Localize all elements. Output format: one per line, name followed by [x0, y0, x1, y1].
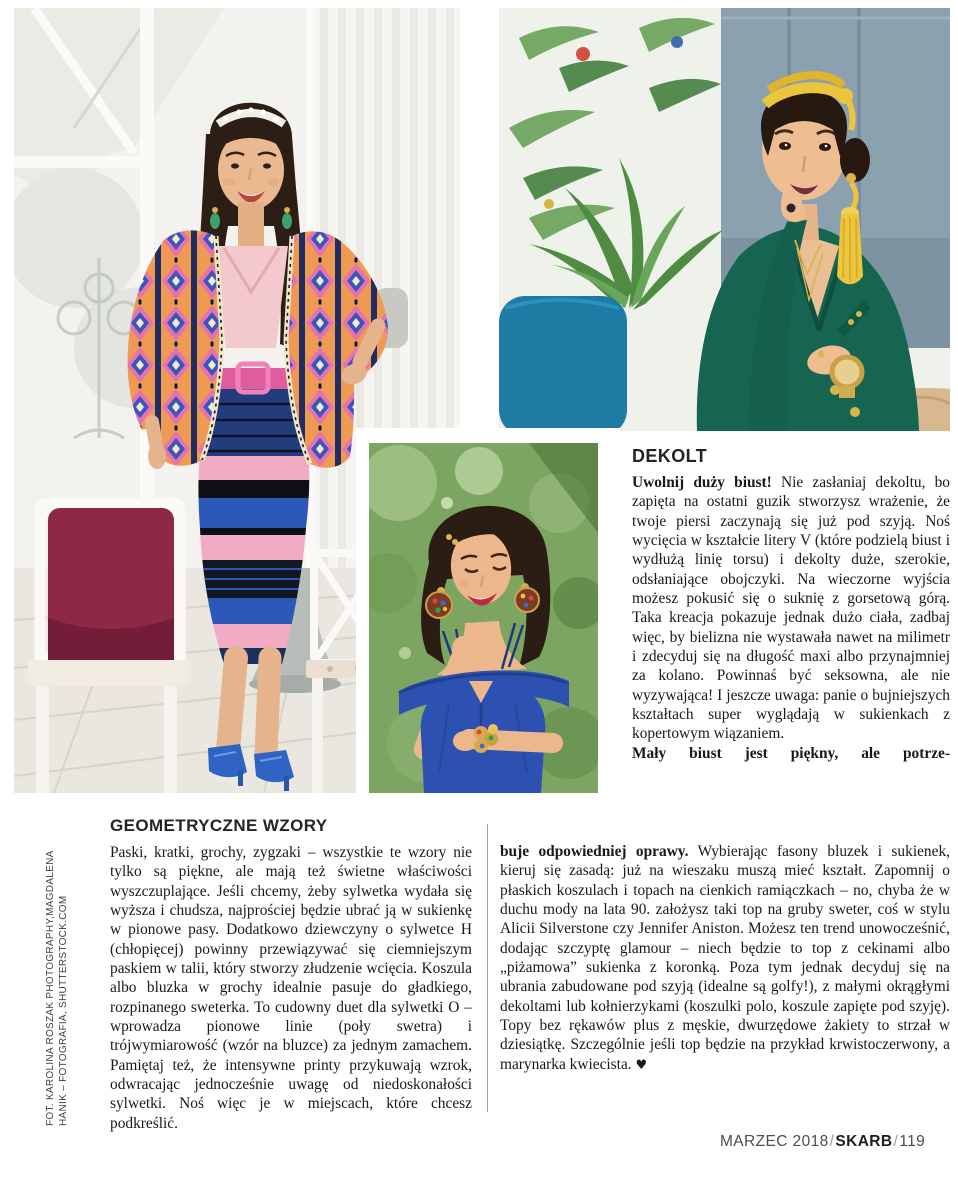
page-footer [720, 1133, 925, 1151]
pink-top [214, 246, 288, 348]
heart-icon: ♥ [635, 1057, 648, 1073]
teal-pillow [499, 296, 627, 431]
gold-watch [832, 357, 862, 387]
photo-green-blazer [499, 8, 950, 431]
footer-issue: MARZEC 2018 [720, 1133, 829, 1150]
dekolt-body-text: Nie zasłaniaj dekoltu, bo zapięta na ostatni guzik stworzysz wrażenie, że twoje piersi zaczynają się już pod szyją. Noś wycięcia w kształcie litery V (które podzielą biust i wydłużą linię torsu) i dekolty duże, szerokie, odsłaniające obojczyki. Na wieczorne wyjścia możesz pokusić się o suknię z gorsetową górą. Taka kreacja pokazuje jednak dużo ciała, zadbaj więc, by bielizna nie wystawała nawet na milimetr i zdecyduj się na długość maxi albo przynajmniej za kolano. Powinnaś być seksowna, ale nie wyzywająca! I jeszcze uwaga: panie o bujniejszych kształtach super wyglądają w sukienkach z kopertowym wiązaniem. [632, 474, 950, 743]
photo-blue-dress [369, 443, 598, 793]
credit-line-2: HANIK – FOTOGRAFIA, SHUTTERSTOCK.COM [58, 895, 69, 1126]
parrot-blue [671, 36, 683, 48]
geometric-body: Paski, kratki, grochy, zygzaki – wszystkie te wzory nie tylko są piękne, ale mają też świetne właściwości wyszczuplające. Jeśli chcemy, żeby sylwetka wydała się wyższa i chudsza, najprościej będzie ubrać ją w sukienkę w pionowe pasy. Dodatkowo dziewczyny o sylwetce H (chłopięcej) powinny przewiązywać się ciemniejszym paskiem w talii, który stworzy złudzenie wcięcia. Koszula albo bluzka w grochy idealnie pasuje do gładkiego, rozpinanego sweterka. To cudowny duet dla sylwetki O – wprowadza pionowe linie (poły swetra) i trójwymiarowość (wzór na bluzce) za jednym zamachem. Pamiętaj też, że intensywne printy przykuwają wzrok, odwracając jednocześnie uwagę od niedoskonałości sylwetki. Noś więc je w miejscach, które chcesz podkreślić. [110, 844, 472, 1132]
gold-hairpin [446, 534, 452, 540]
neck [238, 202, 264, 246]
photo-credits [44, 796, 78, 1126]
photo-green-blazer-art [499, 8, 950, 431]
credit-line-1: FOT. KAROLINA ROSZAK PHOTOGRAPHY,MAGDALENA [45, 850, 56, 1126]
parrot-red [576, 47, 590, 61]
left-hand [148, 443, 166, 469]
footer-separator-2: / [893, 1133, 899, 1150]
dekolt-body [632, 473, 950, 744]
dark-ring [787, 204, 796, 213]
colorful-earring [426, 592, 452, 618]
bottom-body [500, 842, 950, 1075]
footer-separator-1: / [829, 1133, 835, 1150]
dekolt-heading: DEKOLT [632, 446, 708, 466]
hand-near-chin [452, 636, 474, 662]
footer-magazine-name: SKARB [835, 1133, 893, 1150]
section-geometric-patterns [110, 816, 472, 1133]
gold-earring [846, 173, 856, 183]
bottom-lead-bold: buje odpowiedniej oprawy. [500, 843, 689, 860]
dekolt-bold-tail: Mały biust jest piękny, ale potrze- [632, 744, 950, 762]
geometric-heading: GEOMETRYCZNE WZORY [110, 816, 328, 835]
footer-page-number: 119 [899, 1133, 926, 1150]
dekolt-lead: Uwolnij duży biust! [632, 474, 772, 491]
green-earring [210, 213, 220, 229]
section-dekolt [632, 446, 950, 763]
column-divider [487, 824, 488, 1112]
bottom-body-text: Wybierając fasony bluzek i sukienek, kieruj się zasadą: już na wieszaku muszą mieć kształt. Zapomnij o płaskich koszulach i topach na cienkich ramiączkach – no, chyba że w duchu mody na lata 90. założysz taki top na gruby sweter, coś w stylu Alicii Silverstone czy Jennifer Aniston. Możesz ten trend unowocześnić, dodając szczyptę glamour – niech będzie to top z cekinami albo „piżamowa” sukienka z koronką. Poza tym jednak decyduj się na ubrania zabudowane pod szyją (idealne są golfy!), z małymi okrągłymi dekoltami lub kołnierzykami (koszulki polo, koszule zapięte pod szyję). Topy bez rękawów plus z męskie, dwurzędowe żakiety to strzał w dziesiątkę. Szczególnie jeśli top będzie na przykład krwistoczerwony, a marynarka kwiecista. [500, 843, 950, 1073]
legs [228, 658, 236, 750]
section-bottom-continuation [500, 842, 950, 1075]
photo-blue-dress-art [369, 443, 598, 793]
